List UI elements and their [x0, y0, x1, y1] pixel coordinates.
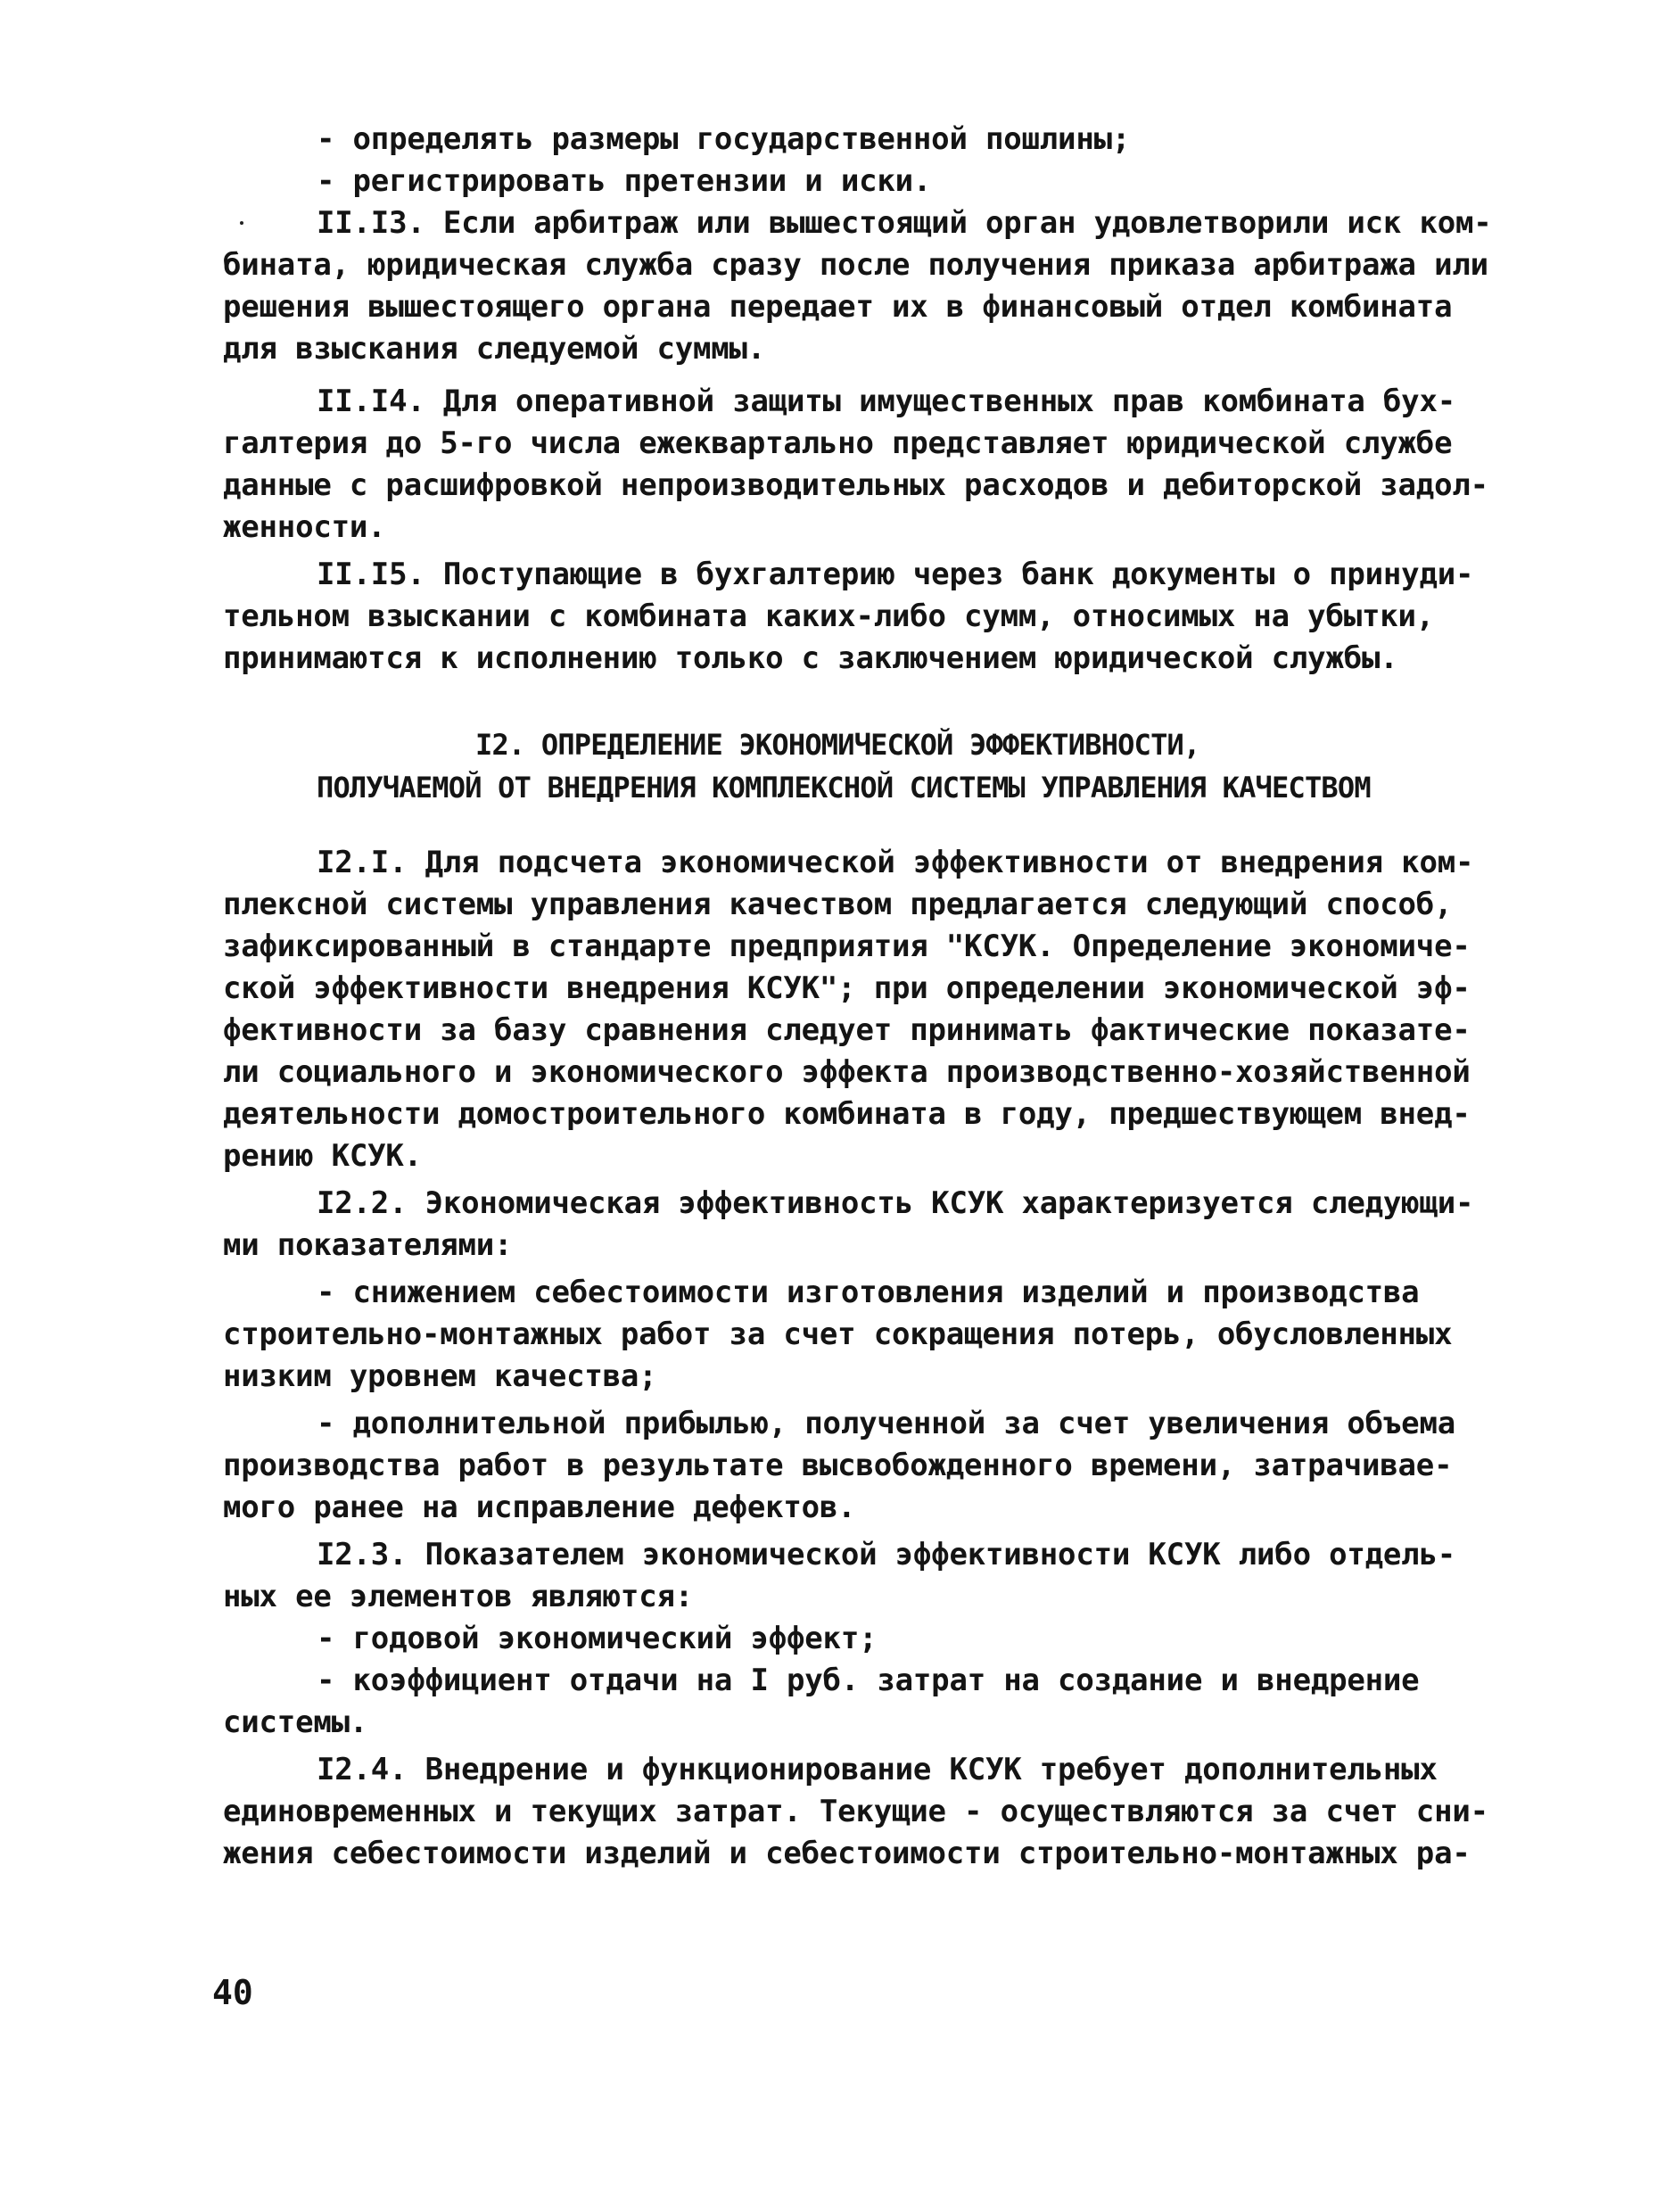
text-line: I2.3. Показателем экономической эффективности КСУК либо отдель-: [317, 1537, 1455, 1572]
section-heading: ПОЛУЧАЕМОЙ ОТ ВНЕДРЕНИЯ КОМПЛЕКСНОЙ СИСТЕМЫ УПРАВЛЕНИЯ КАЧЕСТВОМ: [317, 771, 1371, 805]
text-line: фективности за базу сравнения следует принимать фактические показате-: [223, 1012, 1471, 1048]
stray-dot: [240, 221, 243, 225]
page-number: 40: [212, 1973, 253, 2012]
text-line: бината, юридическая служба сразу после получения приказа арбитража или: [223, 247, 1488, 283]
text-line: ми показателями:: [223, 1227, 513, 1263]
section-heading: I2. ОПРЕДЕЛЕНИЕ ЭКОНОМИЧЕСКОЙ ЭФФЕКТИВНОСТИ,: [475, 728, 1200, 762]
text-line: II.I5. Поступающие в бухгалтерию через банк документы о принуди-: [317, 557, 1474, 592]
text-line: II.I3. Если арбитраж или вышестоящий орган удовлетворили иск ком-: [317, 205, 1492, 241]
text-line: строительно-монтажных работ за счет сокращения потерь, обусловленных: [223, 1316, 1453, 1352]
text-line: галтерия до 5-го числа ежеквартально представляет юридической службе: [223, 425, 1453, 461]
text-line: женности.: [223, 509, 386, 545]
text-line: - регистрировать претензии и иски.: [317, 163, 932, 199]
text-line: принимаются к исполнению только с заключением юридической службы.: [223, 640, 1398, 676]
text-line: единовременных и текущих затрат. Текущие - осуществляются за счет сни-: [223, 1794, 1488, 1829]
text-line: мого ранее на исправление дефектов.: [223, 1490, 856, 1525]
text-line: производства работ в результате высвобожденного времени, затрачивае-: [223, 1448, 1453, 1483]
text-line: - коэффициент отдачи на I руб. затрат на создание и внедрение: [317, 1663, 1420, 1698]
text-line: тельном взыскании с комбината каких-либо сумм, относимых на убытки,: [223, 598, 1435, 634]
text-line: - годовой экономический эффект;: [317, 1621, 878, 1656]
text-line: рению КСУК.: [223, 1138, 422, 1174]
text-line: I2.2. Экономическая эффективность КСУК характеризуется следующи-: [317, 1185, 1474, 1221]
text-line: жения себестоимости изделий и себестоимости строительно-монтажных ра-: [223, 1836, 1471, 1871]
text-line: плексной системы управления качеством предлагается следующий способ,: [223, 887, 1453, 922]
text-line: ской эффективности внедрения КСУК"; при определении экономической эф-: [223, 970, 1471, 1006]
text-line: II.I4. Для оперативной защиты имущественных прав комбината бух-: [317, 384, 1455, 419]
text-line: низким уровнем качества;: [223, 1358, 657, 1394]
text-line: деятельности домостроительного комбината в году, предшествующем внед-: [223, 1096, 1471, 1132]
text-line: для взыскания следуемой суммы.: [223, 331, 766, 367]
text-line: ных ее элементов являются:: [223, 1579, 694, 1614]
text-line: зафиксированный в стандарте предприятия "КСУК. Определение экономиче-: [223, 929, 1471, 964]
text-line: данные с расшифровкой непроизводительных расходов и дебиторской задол-: [223, 467, 1488, 503]
text-line: ли социального и экономического эффекта производственно-хозяйственной: [223, 1054, 1471, 1090]
text-line: решения вышестоящего органа передает их в финансовый отдел комбината: [223, 289, 1453, 325]
text-line: I2.I. Для подсчета экономической эффективности от внедрения ком-: [317, 845, 1474, 880]
text-line: I2.4. Внедрение и функционирование КСУК требует дополнительных: [317, 1752, 1438, 1787]
text-line: системы.: [223, 1704, 368, 1740]
text-line: - определять размеры государственной пошлины;: [317, 121, 1131, 157]
text-line: - снижением себестоимости изготовления изделий и производства: [317, 1275, 1420, 1310]
text-line: - дополнительной прибылью, полученной за счет увеличения объема: [317, 1406, 1455, 1441]
